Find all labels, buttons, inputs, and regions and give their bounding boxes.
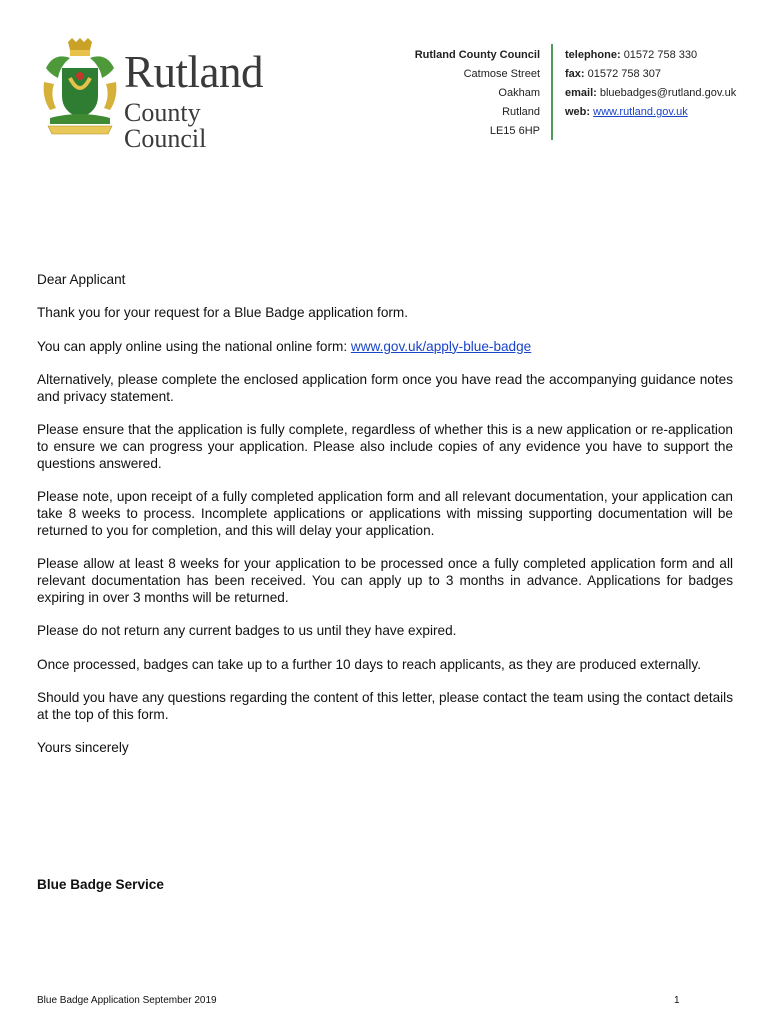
council-logo bbox=[40, 38, 280, 153]
email-line bbox=[565, 84, 736, 103]
paragraph-thanks: Thank you for your request for a Blue Badge application form. bbox=[37, 305, 409, 321]
footer-page-number: 1 bbox=[674, 995, 680, 1006]
address-town: Oakham bbox=[498, 87, 540, 99]
fax-line bbox=[565, 65, 736, 84]
paragraph-processing-time: Please note, upon receipt of a fully completed application form and all relevant documentation, your application can take 8 weeks to process. Incomplete applications or applications with missing supporting documentation will be returned to you for completion, and this will delay your application. bbox=[37, 489, 733, 538]
fax-label: fax: bbox=[565, 68, 585, 80]
address-county: Rutland bbox=[502, 106, 540, 118]
closing: Yours sincerely bbox=[37, 740, 129, 756]
email-value: bluebadges@rutland.gov.uk bbox=[599, 87, 737, 99]
postal-address bbox=[415, 46, 540, 141]
paragraph-alternative: Alternatively, please complete the enclosed application form once you have read the accompanying guidance notes and privacy statement. bbox=[37, 372, 733, 404]
web-line bbox=[565, 103, 736, 122]
telephone-line bbox=[565, 46, 736, 65]
email-label: email: bbox=[565, 87, 597, 99]
coat-of-arms-icon bbox=[40, 38, 120, 136]
web-link[interactable]: www.rutland.gov.uk bbox=[593, 106, 688, 118]
logo-title: Rutland bbox=[124, 47, 263, 97]
web-label: web: bbox=[565, 106, 591, 118]
signature: Blue Badge Service bbox=[37, 877, 164, 892]
salutation: Dear Applicant bbox=[37, 272, 126, 287]
telephone-label: telephone: bbox=[565, 49, 621, 61]
paragraph-delivery: Once processed, badges can take up to a further 10 days to reach applicants, as they are produced externally. bbox=[37, 656, 701, 672]
address-street: Catmose Street bbox=[463, 68, 540, 80]
footer-document-name: Blue Badge Application September 2019 bbox=[37, 995, 217, 1006]
paragraph-questions: Should you have any questions regarding the content of this letter, please contact the team using the contact details at the top of this form. bbox=[37, 690, 733, 722]
apply-online-link[interactable]: www.gov.uk/apply-blue-badge bbox=[350, 338, 532, 354]
paragraph-complete-application: Please ensure that the application is fully complete, regardless of whether this is a new application or re-application to ensure we can progress your application. Please also include copies of any evidence you have to support the questions answered. bbox=[37, 422, 733, 471]
paragraph-apply-online bbox=[37, 339, 733, 356]
fax-value: 01572 758 307 bbox=[587, 68, 662, 80]
paragraph-allow-weeks: Please allow at least 8 weeks for your application to be processed once a fully completed application form and all relevant documentation has been received. You can apply up to 3 months in advance. Applications for badges expiring in over 3 months will be returned. bbox=[37, 556, 733, 605]
logo-subtitle: County Council bbox=[124, 98, 207, 153]
address-postcode: LE15 6HP bbox=[489, 125, 540, 137]
header-divider bbox=[551, 44, 553, 140]
telephone-value: 01572 758 330 bbox=[623, 49, 698, 61]
paragraph-current-badges: Please do not return any current badges to us until they have expired. bbox=[37, 623, 457, 639]
letter-body bbox=[37, 272, 733, 774]
contact-details bbox=[565, 46, 736, 122]
apply-online-text: You can apply online using the national online form: bbox=[37, 338, 351, 354]
address-organisation: Rutland County Council bbox=[414, 49, 540, 61]
